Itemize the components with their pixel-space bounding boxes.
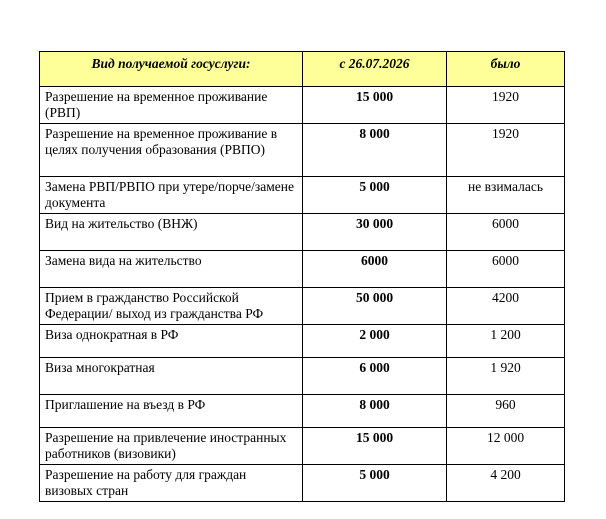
old-fee-cell: 4200 [447, 288, 565, 325]
new-fee-cell: 8 000 [303, 395, 447, 428]
new-fee-cell: 5 000 [303, 465, 447, 502]
old-fee-cell: 6000 [447, 214, 565, 251]
new-fee-cell: 50 000 [303, 288, 447, 325]
new-fee-cell: 15 000 [303, 428, 447, 465]
old-fee-cell: 4 200 [447, 465, 565, 502]
table-row [40, 177, 565, 214]
old-fee-cell: не взималась [447, 177, 565, 214]
old-fee-cell: 1920 [447, 87, 565, 124]
cropped-text-line-above [80, 0, 370, 3]
new-fee-cell: 6000 [303, 251, 447, 288]
table-row [40, 288, 565, 325]
old-fee-cell: 12 000 [447, 428, 565, 465]
new-fee-cell: 2 000 [303, 325, 447, 358]
old-fee-cell: 1920 [447, 124, 565, 177]
table-row [40, 465, 565, 502]
table-row [40, 251, 565, 288]
table-row [40, 124, 565, 177]
new-fee-cell: 15 000 [303, 87, 447, 124]
service-cell: Разрешение на временное проживание (РВП) [40, 87, 303, 124]
table-row [40, 214, 565, 251]
service-cell: Прием в гражданство Российской Федерации/ выход из гражданства РФ [40, 288, 303, 325]
old-fee-cell: 6000 [447, 251, 565, 288]
new-fee-cell: 30 000 [303, 214, 447, 251]
service-cell: Разрешение на работу для граждан визовых стран [40, 465, 303, 502]
header-new-fee: с 26.07.2026 [303, 52, 447, 87]
service-cell: Виза многократная [40, 358, 303, 395]
table-row [40, 428, 565, 465]
service-cell: Замена РВП/РВПО при утере/порче/замене документа [40, 177, 303, 214]
service-cell: Виза однократная в РФ [40, 325, 303, 358]
service-cell: Приглашение на въезд в РФ [40, 395, 303, 428]
service-cell: Разрешение на привлечение иностранных работников (визовики) [40, 428, 303, 465]
table-row [40, 87, 565, 124]
old-fee-cell: 960 [447, 395, 565, 428]
service-cell: Разрешение на временное проживание в целях получения образования (РВПО) [40, 124, 303, 177]
header-old-fee: было [447, 52, 565, 87]
new-fee-cell: 8 000 [303, 124, 447, 177]
table-row [40, 358, 565, 395]
old-fee-cell: 1 200 [447, 325, 565, 358]
table-row [40, 325, 565, 358]
header-row [40, 52, 565, 87]
header-service: Вид получаемой госуслуги: [40, 52, 303, 87]
table-row [40, 395, 565, 428]
fees-table [39, 51, 565, 502]
new-fee-cell: 5 000 [303, 177, 447, 214]
service-cell: Вид на жительство (ВНЖ) [40, 214, 303, 251]
new-fee-cell: 6 000 [303, 358, 447, 395]
service-cell: Замена вида на жительство [40, 251, 303, 288]
old-fee-cell: 1 920 [447, 358, 565, 395]
